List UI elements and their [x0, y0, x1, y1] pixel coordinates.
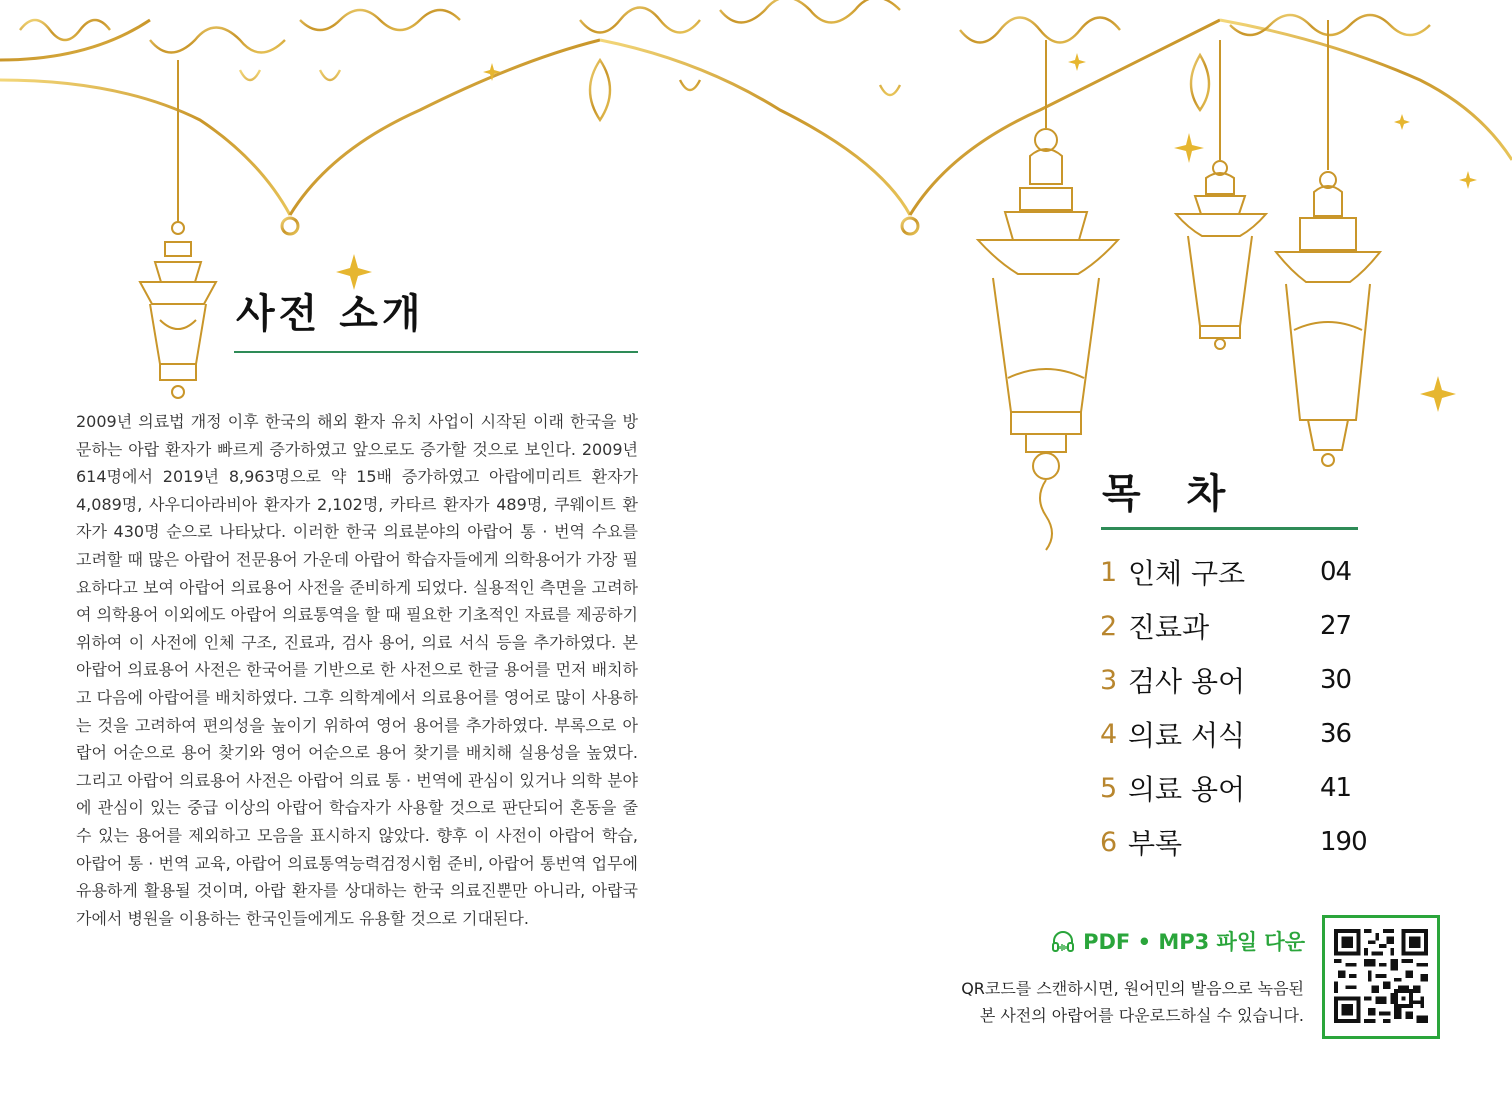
intro-title: 사전 소개 — [236, 291, 425, 337]
toc-item-page: 27 — [1320, 611, 1352, 641]
arch-right — [1220, 20, 1512, 160]
toc-item[interactable] — [1100, 599, 1370, 653]
lantern-left — [140, 60, 216, 398]
toc-item-label: 의료 서식 — [1128, 719, 1246, 752]
headphones-icon — [1051, 930, 1075, 952]
toc-item-page: 04 — [1320, 557, 1352, 587]
toc-item[interactable] — [1100, 815, 1370, 869]
toc-item[interactable] — [1100, 761, 1370, 815]
qr-code-image — [1334, 929, 1428, 1023]
toc-item-number: 2 — [1100, 610, 1118, 642]
toc-item-label: 부록 — [1128, 827, 1183, 860]
toc-item-number: 6 — [1100, 826, 1118, 858]
toc-item[interactable] — [1100, 545, 1370, 599]
toc-item-page: 190 — [1320, 827, 1367, 857]
arch-left — [0, 80, 290, 215]
toc-title-underline — [1101, 527, 1358, 530]
download-description — [900, 975, 1304, 1029]
intro-body: 2009년 의료법 개정 이후 한국의 해외 환자 유치 사업이 시작된 이래 한국을 방문하는 아랍 환자가 빠르게 증가하였고 앞으로도 증가할 것으로 보인다. 2009년 614명에서 2019년 8,963명으로 약 15배 증가하였고 아랍에미리트 환자가 4,089명, 사우디아라비아 환자가 2,102명, 카타르 환자가 489명, 쿠웨이트 환자가 430명 순으로 나타났다. 이러한 한국 의료분야의 아랍어 통 · 번역 수요를 고려할 때 많은 아랍어 전문용어 가운데 아랍어 학습자들에게 의학용어가 가장 필요하다고 보여 아랍어 의료용어 사전을 준비하게 되었다. 실용적인 측면을 고려하여 의학용어 이외에도 아랍어 의료통역을 할 때 필요한 기초적인 자료를 제공하기 위하여 이 사전에 인체 구조, 진료과, 검사 용어, 의료 서식 등을 추가하였다. 본 아랍어 의료용어 사전은 한국어를 기반으로 한 사전으로 한글 용어를 먼저 배치하고 다음에 아랍어를 배치하였다. 그후 의학계에서 의료용어를 영어로 많이 사용하는 것을 고려하여 편의성을 높이기 위하여 영어 용어를 추가하였다. 부록으로 아랍어 어순으로 용어 찾기와 영어 어순으로 용어 찾기를 배치해 실용성을 높였다. 그리고 아랍어 의료용어 사전은 아랍어 의료 통 · 번역에 관심이 있거나 의학 분야에 관심이 있는 중급 이상의 아랍어 학습자가 사용할 것으로 판단되어 혼동을 줄 수 있는 용어를 제외하고 모음을 표시하지 않았다. 향후 이 사전이 아랍어 학습, 아랍어 통 · 번역 교육, 아랍어 의료통역능력검정시험 준비, 아랍어 통번역 업무에 유용하게 활용될 것이며, 아랍 환자를 상대하는 한국 의료진뿐만 아니라, 아랍국가에서 병원을 이용하는 한국인들에게도 유용할 것으로 기대된다. — [76, 412, 638, 928]
toc-item-label: 검사 용어 — [1128, 665, 1246, 698]
toc-item-label: 인체 구조 — [1128, 557, 1246, 590]
toc-list — [1100, 545, 1370, 869]
qr-code[interactable] — [1322, 915, 1440, 1039]
toc-item-number: 4 — [1100, 718, 1118, 750]
intro-title-underline — [234, 351, 638, 353]
lantern-medium — [1176, 40, 1266, 349]
toc-title: 목 차 — [1102, 471, 1242, 517]
download-heading[interactable] — [1030, 926, 1305, 956]
arch-middle — [600, 40, 910, 215]
toc-item-number: 1 — [1100, 556, 1118, 588]
toc-item-label: 의료 용어 — [1128, 773, 1246, 806]
toc-item[interactable] — [1100, 653, 1370, 707]
download-line-1: QR코드를 스캔하시면, 원어민의 발음으로 녹음된 — [961, 979, 1304, 998]
toc-item-label: 진료과 — [1128, 611, 1210, 644]
star-decoration — [336, 53, 1477, 412]
toc-item-page: 36 — [1320, 719, 1352, 749]
download-line-2: 본 사전의 아랍어를 다운로드하실 수 있습니다. — [979, 1006, 1304, 1025]
lantern-tall — [1276, 20, 1380, 466]
toc-item-number: 3 — [1100, 664, 1118, 696]
toc-item-page: 41 — [1320, 773, 1352, 803]
toc-item[interactable] — [1100, 707, 1370, 761]
lantern-large — [978, 40, 1118, 550]
toc-item-number: 5 — [1100, 772, 1118, 804]
toc-item-page: 30 — [1320, 665, 1352, 695]
download-title: PDF • MP3 파일 다운 — [1083, 930, 1305, 954]
